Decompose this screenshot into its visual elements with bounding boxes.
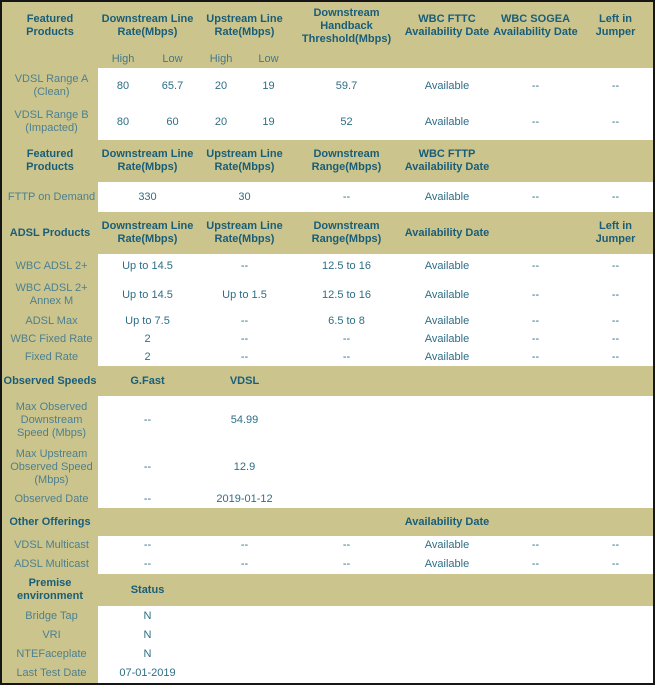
value-cell: -- bbox=[611, 558, 620, 570]
value-cell: -- bbox=[531, 115, 540, 128]
value-cell: Up to 1.5 bbox=[222, 288, 267, 301]
value-cell: 12.5 to 16 bbox=[322, 288, 371, 301]
col-header-wbc-sogea-availability: WBC SOGEA Availability Date bbox=[493, 13, 578, 38]
value-cell: 20 bbox=[214, 115, 228, 128]
value-cell: -- bbox=[240, 332, 249, 345]
table-row bbox=[2, 606, 653, 626]
table-row bbox=[2, 330, 653, 348]
row-label: Fixed Rate bbox=[2, 348, 98, 366]
value-cell: -- bbox=[143, 460, 152, 473]
value-cell: -- bbox=[611, 350, 620, 363]
value-cell: -- bbox=[342, 190, 351, 203]
row-label: Max Upstream Observed Speed (Mbps) bbox=[2, 444, 98, 490]
table-row bbox=[2, 626, 653, 645]
col-header-availability-date: Availability Date bbox=[404, 515, 490, 528]
value-cell: 12.5 to 16 bbox=[322, 259, 371, 272]
row-label: FTTP on Demand bbox=[2, 182, 98, 212]
row-label: WBC ADSL 2+ Annex M bbox=[2, 278, 98, 312]
value-cell: 2 bbox=[144, 350, 151, 363]
value-cell: Available bbox=[424, 314, 470, 327]
value-cell: -- bbox=[611, 190, 620, 203]
value-cell: -- bbox=[611, 288, 620, 301]
value-cell: 54.99 bbox=[230, 413, 259, 426]
value-cell: 80 bbox=[116, 79, 130, 92]
value-cell: -- bbox=[240, 539, 249, 551]
col-header-upstream-line-rate: Upstream Line Rate(Mbps) bbox=[206, 220, 283, 245]
table-row bbox=[2, 278, 653, 312]
table-row bbox=[2, 645, 653, 664]
col-header-downstream-range: Downstream Range(Mbps) bbox=[311, 220, 382, 245]
value-cell: 20 bbox=[214, 79, 228, 92]
table-row bbox=[2, 536, 653, 555]
subheader-low-downstream: Low bbox=[162, 52, 183, 65]
value-cell: -- bbox=[342, 539, 351, 551]
section2-title: Featured Products bbox=[2, 140, 98, 182]
col-header-availability-date: Availability Date bbox=[404, 226, 490, 239]
row-label: ADSL Multicast bbox=[2, 555, 98, 574]
value-cell: -- bbox=[531, 288, 540, 301]
value-cell: -- bbox=[342, 332, 351, 345]
value-cell: -- bbox=[143, 492, 152, 505]
value-cell: 6.5 to 8 bbox=[328, 314, 365, 327]
value-cell: -- bbox=[611, 79, 620, 92]
table-row bbox=[2, 490, 653, 508]
value-cell: Available bbox=[424, 115, 470, 128]
value-cell: Available bbox=[424, 190, 470, 203]
row-label: WBC Fixed Rate bbox=[2, 330, 98, 348]
value-cell: Up to 7.5 bbox=[125, 314, 170, 327]
col-header-status: Status bbox=[130, 583, 165, 596]
value-cell: 07-01-2019 bbox=[119, 667, 176, 679]
table-row bbox=[2, 555, 653, 574]
col-header-left-in-jumper: Left in Jumper bbox=[595, 220, 636, 245]
row-label: VDSL Range B (Impacted) bbox=[2, 104, 98, 140]
value-cell: -- bbox=[611, 115, 620, 128]
value-cell: N bbox=[143, 609, 152, 622]
section1-header-row bbox=[2, 2, 653, 50]
row-label: Max Observed Downstream Speed (Mbps) bbox=[2, 396, 98, 444]
value-cell: 52 bbox=[340, 115, 353, 128]
value-cell: -- bbox=[611, 314, 620, 327]
value-cell: -- bbox=[531, 558, 540, 570]
table-row bbox=[2, 348, 653, 366]
value-cell: -- bbox=[240, 350, 249, 363]
table-row bbox=[2, 182, 653, 212]
value-cell: -- bbox=[240, 259, 249, 272]
value-cell: Available bbox=[424, 558, 470, 570]
section1-subheader-row bbox=[2, 50, 653, 68]
subheader-high-downstream: High bbox=[111, 52, 135, 65]
row-label: VRI bbox=[2, 626, 98, 645]
value-cell: -- bbox=[611, 259, 620, 272]
table-row bbox=[2, 104, 653, 140]
value-cell: 12.9 bbox=[233, 460, 256, 473]
col-header-downstream-line-rate: Downstream Line Rate(Mbps) bbox=[101, 148, 194, 173]
col-header-gfast: G.Fast bbox=[130, 374, 165, 387]
section5-header-row bbox=[2, 508, 653, 536]
value-cell: Available bbox=[424, 259, 470, 272]
row-label: Bridge Tap bbox=[2, 606, 98, 626]
value-cell: -- bbox=[143, 558, 152, 570]
section6-title: Premise environment bbox=[2, 574, 98, 606]
value-cell: -- bbox=[531, 79, 540, 92]
col-header-wbc-fttc-availability: WBC FTTC Availability Date bbox=[404, 13, 490, 38]
section3-title: ADSL Products bbox=[2, 212, 98, 254]
section6-header-row bbox=[2, 574, 653, 606]
col-header-handback-threshold: Downstream Handback Threshold(Mbps) bbox=[301, 6, 392, 45]
subheader-low-upstream: Low bbox=[258, 52, 279, 65]
value-cell: 2 bbox=[144, 332, 151, 345]
section5-title: Other Offerings bbox=[2, 508, 98, 536]
section4-title: Observed Speeds bbox=[2, 366, 98, 396]
col-header-downstream-range: Downstream Range(Mbps) bbox=[311, 148, 382, 173]
value-cell: N bbox=[143, 629, 152, 641]
value-cell: Up to 14.5 bbox=[122, 259, 173, 272]
value-cell: 65.7 bbox=[161, 79, 184, 92]
value-cell: -- bbox=[531, 314, 540, 327]
value-cell: 2019-01-12 bbox=[216, 492, 273, 505]
value-cell: -- bbox=[531, 332, 540, 345]
value-cell: Available bbox=[424, 288, 470, 301]
col-header-downstream-line-rate: Downstream Line Rate(Mbps) bbox=[101, 13, 194, 38]
value-cell: -- bbox=[531, 350, 540, 363]
value-cell: -- bbox=[240, 558, 249, 570]
col-header-vdsl: VDSL bbox=[229, 374, 260, 387]
subheader-high-upstream: High bbox=[209, 52, 233, 65]
col-header-left-in-jumper: Left in Jumper bbox=[595, 13, 636, 38]
value-cell: Available bbox=[424, 350, 470, 363]
col-header-upstream-line-rate: Upstream Line Rate(Mbps) bbox=[206, 13, 283, 38]
row-label: VDSL Range A (Clean) bbox=[2, 68, 98, 104]
value-cell: -- bbox=[342, 350, 351, 363]
table-row bbox=[2, 444, 653, 490]
value-cell: 59.7 bbox=[335, 79, 358, 92]
value-cell: Available bbox=[424, 539, 470, 551]
section2-header-row bbox=[2, 140, 653, 182]
value-cell: 19 bbox=[262, 79, 275, 92]
section4-header-row bbox=[2, 366, 653, 396]
value-cell: -- bbox=[531, 259, 540, 272]
value-cell: 80 bbox=[116, 115, 130, 128]
row-label: Observed Date bbox=[2, 490, 98, 508]
value-cell: -- bbox=[531, 539, 540, 551]
value-cell: -- bbox=[143, 413, 152, 426]
value-cell: -- bbox=[240, 314, 249, 327]
value-cell: 19 bbox=[262, 115, 275, 128]
value-cell: 330 bbox=[138, 190, 157, 203]
value-cell: N bbox=[143, 648, 152, 660]
col-header-downstream-line-rate: Downstream Line Rate(Mbps) bbox=[101, 220, 194, 245]
value-cell: Up to 14.5 bbox=[122, 288, 173, 301]
value-cell: -- bbox=[342, 558, 351, 570]
col-header-upstream-line-rate: Upstream Line Rate(Mbps) bbox=[206, 148, 283, 173]
value-cell: -- bbox=[611, 332, 620, 345]
table-row bbox=[2, 664, 653, 683]
row-label: NTEFaceplate bbox=[2, 645, 98, 664]
value-cell: 60 bbox=[166, 115, 179, 128]
section3-header-row bbox=[2, 212, 653, 254]
value-cell: Available bbox=[424, 79, 470, 92]
row-label: VDSL Multicast bbox=[2, 536, 98, 555]
row-label: ADSL Max bbox=[2, 312, 98, 330]
table-row bbox=[2, 254, 653, 278]
table-row bbox=[2, 396, 653, 444]
value-cell: Available bbox=[424, 332, 470, 345]
col-header-wbc-fttp-availability: WBC FTTP Availability Date bbox=[404, 148, 490, 173]
row-label: Last Test Date bbox=[2, 664, 98, 683]
value-cell: -- bbox=[611, 539, 620, 551]
value-cell: -- bbox=[531, 190, 540, 203]
section1-title: Featured Products bbox=[2, 2, 98, 50]
table-row bbox=[2, 68, 653, 104]
value-cell: -- bbox=[143, 539, 152, 551]
row-label: WBC ADSL 2+ bbox=[2, 254, 98, 278]
value-cell: 30 bbox=[238, 190, 251, 203]
table-row bbox=[2, 312, 653, 330]
